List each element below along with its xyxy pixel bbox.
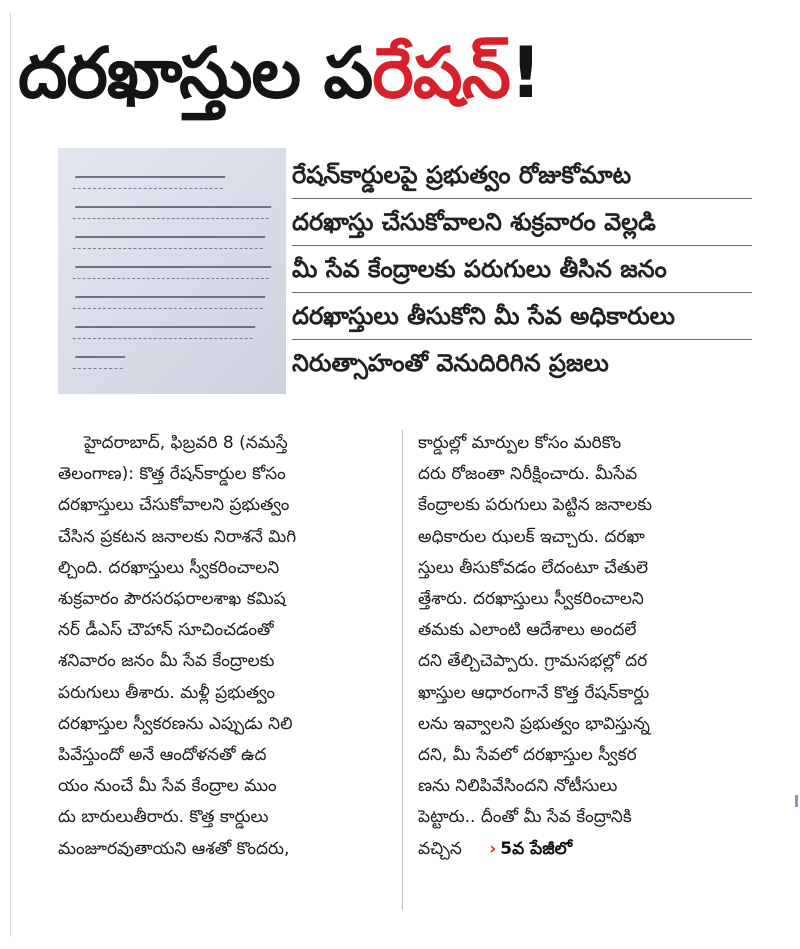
article-line: హైదరాబాద్, ఫిబ్రవరి 8 (నమస్తే bbox=[84, 433, 288, 453]
headline-black-part: దరఖాస్తుల ప bbox=[18, 32, 373, 114]
highlight-line: మీ సేవ కేంద్రాలకు పరుగులు తీసిన జనం bbox=[292, 246, 752, 293]
highlight-line: రేషన్‌కార్డులపై ప్రభుత్వం రోజుకోమాట bbox=[292, 152, 752, 199]
article-line: నర్ డీఎస్ చౌహాన్ సూచించడంతో bbox=[58, 620, 274, 641]
article-line-start: వచ్చిన bbox=[418, 838, 462, 859]
scribble-line bbox=[73, 296, 266, 309]
article-line: కేంద్రాలకు పరుగులు పెట్టిన జనాలకు bbox=[418, 495, 653, 516]
scribble-line bbox=[73, 266, 272, 279]
article-line: యం నుంచే మీ సేవ కేంద్రాల ముం bbox=[58, 776, 277, 797]
column-divider bbox=[402, 430, 403, 910]
article-line: పివేస్తుందో అనే ఆందోళనతో ఉద bbox=[58, 745, 267, 766]
article-line: మంజూరవుతాయని ఆశతో కొందరు, bbox=[58, 838, 290, 859]
headline bbox=[18, 18, 778, 128]
highlights-list bbox=[292, 152, 752, 386]
article-line: స్తులు తీసుకోవడం లేదంటూ చేతులె bbox=[418, 557, 649, 578]
article-line: లను ఇవ్వాలని ప్రభుత్వం భావిస్తున్న bbox=[418, 713, 650, 734]
highlight-line: దరఖాస్తు చేసుకోవాలని శుక్రవారం వెల్లడి bbox=[292, 199, 752, 246]
article-line: పెట్టారు.. దీంతో మీ సేవ కేంద్రానికి bbox=[418, 807, 632, 828]
article-line: దని, మీ సేవలో దరఖాస్తుల స్వీకర bbox=[418, 745, 637, 766]
article-last-line bbox=[418, 834, 738, 865]
scribble-line bbox=[73, 236, 266, 249]
scribble-line bbox=[73, 206, 272, 219]
scribble-line bbox=[73, 176, 226, 189]
article-column-left bbox=[58, 428, 378, 865]
continued-label: 5వ పేజీలో bbox=[500, 838, 573, 859]
article-line: దరఖాస్తుల స్వీకరణను ఎప్పుడు నిలి bbox=[58, 713, 293, 734]
article-line: దరఖాస్తులు చేసుకోవాలని ప్రభుత్వం bbox=[58, 495, 290, 516]
article-line: ణను నిలిపివేసిందని నోటీసులు bbox=[418, 776, 618, 797]
continued-on-page-link[interactable] bbox=[489, 834, 572, 865]
article-line: త్తేశారు. దరఖాస్తులు స్వీకరించాలని bbox=[418, 589, 644, 610]
headline-end: ! bbox=[509, 32, 541, 114]
article-line: శుక్రవారం పౌరసరఫరాలశాఖ కమిష bbox=[58, 589, 286, 610]
edge-mark bbox=[795, 795, 798, 807]
chevron-right-icon: › bbox=[489, 838, 497, 859]
article-line: దు బారులుతీరారు. కొత్త కార్డులు bbox=[58, 807, 269, 828]
handwritten-note-photo bbox=[58, 148, 286, 394]
article-line: దని తేల్చిచెప్పారు. గ్రామసభల్లో దర bbox=[418, 651, 648, 672]
article-line: తెలంగాణ): కొత్త రేషన్‌కార్డుల కోసం bbox=[58, 464, 286, 485]
article-line: చేసిన ప్రకటన జనాలకు నిరాశనే మిగి bbox=[58, 526, 297, 547]
article-line: అధికారుల ఝలక్ ఇచ్చారు. దరఖా bbox=[418, 526, 645, 547]
scribble-line bbox=[73, 356, 126, 369]
article-line: తమకు ఎలాంటి ఆదేశాలు అందలే bbox=[418, 620, 637, 641]
headline-red-part: రేషన్ bbox=[372, 32, 510, 114]
article-line: కార్డుల్లో మార్పుల కోసం మరికొం bbox=[418, 433, 622, 453]
article-column-right bbox=[418, 428, 738, 865]
highlight-line: నిరుత్సాహంతో వెనుదిరిగిన ప్రజలు bbox=[292, 349, 609, 377]
article-line: దరు రోజంతా నిరీక్షించారు. మీసేవ bbox=[418, 464, 638, 485]
article-line: శనివారం జనం మీ సేవ కేంద్రాలకు bbox=[58, 651, 275, 672]
article-line: ఖాస్తుల ఆధారంగానే కొత్త రేషన్‌కార్డు bbox=[418, 682, 650, 703]
page-margin-rule bbox=[10, 12, 11, 937]
scribble-line bbox=[73, 326, 256, 339]
highlight-line: దరఖాస్తులు తీసుకోని మీ సేవ అధికారులు bbox=[292, 293, 752, 340]
article-line: ల్చింది. దరఖాస్తులు స్వీకరించాలని bbox=[58, 557, 280, 578]
article-line: పరుగులు తీశారు. మళ్లీ ప్రభుత్వం bbox=[58, 682, 275, 703]
